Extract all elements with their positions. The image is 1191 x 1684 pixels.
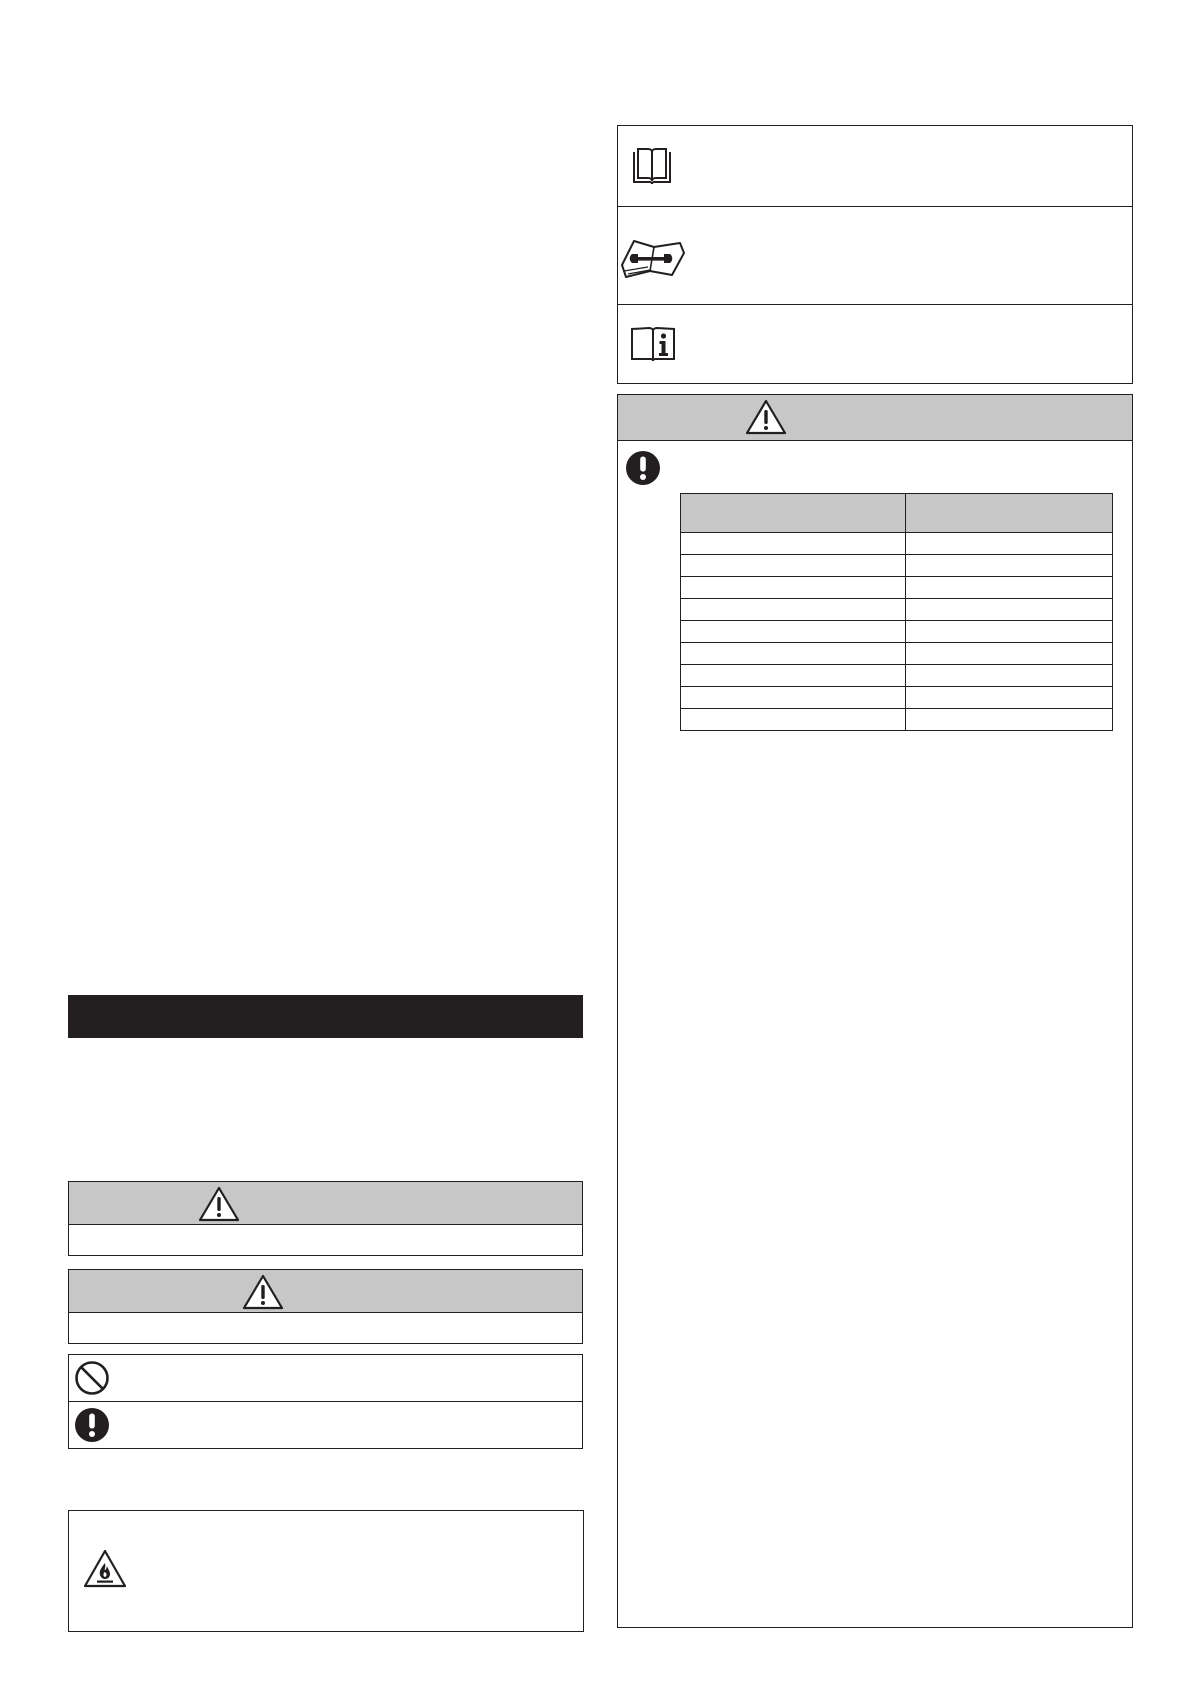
table-row [681,643,1113,665]
warning-triangle-icon [745,399,787,435]
signal-word-warning-text [69,1225,582,1255]
manual-row-service [618,206,1132,305]
information-manual-icon [630,325,676,363]
table-cell [681,665,906,687]
table-cell [681,643,906,665]
table-cell [906,599,1113,621]
warning-panel [617,394,1133,1628]
table-cell [681,533,906,555]
warning-triangle-icon [242,1274,284,1310]
signal-word-warning-header [69,1182,582,1225]
mandatory-action-icon [74,1407,110,1443]
symbol-row-mandatory [69,1401,582,1448]
flammable-material-box [68,1510,584,1632]
table-cell [906,643,1113,665]
symbol-explanation-box [68,1354,583,1449]
section-heading-bar [68,995,583,1038]
table-cell [906,709,1113,731]
table-cell [681,687,906,709]
service-manual-icon [620,239,686,279]
flammable-material-icon [83,1549,127,1589]
specification-table [680,493,1113,731]
mandatory-action-icon [625,450,661,486]
warning-triangle-icon [198,1186,240,1222]
table-cell [906,555,1113,577]
table-header-cell [681,494,906,533]
table-cell [906,665,1113,687]
table-header-cell [906,494,1113,533]
signal-word-caution-text [69,1313,582,1343]
table-cell [906,687,1113,709]
table-row [681,709,1113,731]
table-row [681,599,1113,621]
warning-panel-header [618,395,1132,441]
section-heading [68,1004,80,1029]
prohibition-icon [74,1360,110,1396]
signal-word-caution-box [68,1269,583,1344]
table-row [681,621,1113,643]
table-header-row [681,494,1113,533]
manual-row-information [618,304,1132,386]
signal-word-caution-header [69,1270,582,1313]
table-cell [681,709,906,731]
table-row [681,533,1113,555]
table-cell [906,577,1113,599]
table-cell [681,599,906,621]
table-cell [681,577,906,599]
signal-word-warning-box [68,1181,583,1256]
table-cell [681,555,906,577]
table-cell [906,533,1113,555]
manual-row-operation [618,126,1132,206]
table-row [681,555,1113,577]
manual-symbols-box [617,125,1133,384]
symbol-row-prohibition [69,1355,582,1401]
table-row [681,687,1113,709]
operation-manual-icon [630,148,674,186]
table-cell [906,621,1113,643]
table-row [681,577,1113,599]
table-cell [681,621,906,643]
table-row [681,665,1113,687]
